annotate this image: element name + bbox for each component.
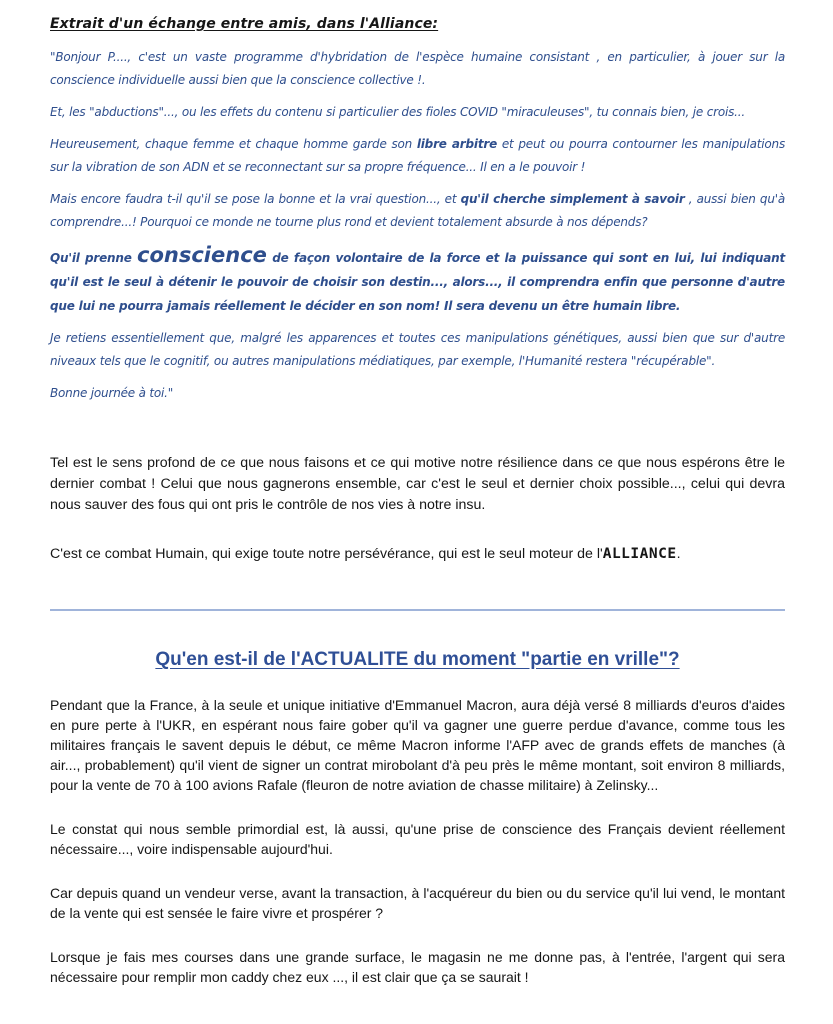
conclusion-section [50,453,785,565]
letter-paragraph-4-text: Mais encore faudra t-il qu'il se pose la bonne et la vrai question..., et [50,192,461,206]
letter-paragraph-4-text-end: , aussi bien qu'à comprendre...! Pourquoi ce monde ne tourne plus rond et devient totalement absurde à nos dépends? [50,192,785,229]
letter-paragraph-3 [50,133,785,179]
big-word-conscience: conscience [137,243,267,267]
letter-paragraph-3-text: Heureusement, chaque femme et chaque homme garde son [50,137,417,151]
bold-phrase-libre-arbitre: libre arbitre [416,137,498,151]
conclusion-paragraph-1: Tel est le sens profond de ce que nous faisons et ce qui motive notre résilience dans ce que nous espérons être le dernier combat ! Celui que nous gagnerons ensemble, car c'est le seul et dernier choix possible..., celui qui devra nous sauver des fous qui ont pris le contrôle de nos vies à notre insu. [50,455,785,513]
news-section [50,695,785,987]
letter-paragraph-3-text-end: et peut ou pourra contourner les manipulations sur la vibration de son ADN et se reconnectant sur sa propre fréquence... Il en a le pouvoir ! [50,137,785,174]
letter-paragraph-5-text: Qu'il prenne [50,251,138,265]
conclusion-paragraph-2 [50,544,785,565]
news-paragraph-2: Le constat qui nous semble primordial est, là aussi, qu'une prise de conscience des Français devient réellement nécessaire..., voire indispensable aujourd'hui. [50,821,785,857]
letter-paragraph-1: "Bonjour P...., c'est un vaste programme d'hybridation de l'espèce humaine consistant , en particulier, à jouer sur la conscience individuelle aussi bien que la conscience collective !. [50,50,785,87]
letter-paragraph-2: Et, les "abductions"..., ou les effets du contenu si particulier des fioles COVID "miraculeuses", tu connais bien, je crois... [50,105,746,119]
news-paragraph-3: Car depuis quand un vendeur verse, avant la transaction, à l'acquéreur du bien ou du service qu'il lui vend, le montant de la vente qui est sensée le faire vivre et prospérer ? [50,885,785,921]
news-paragraph-1: Pendant que la France, à la seule et unique initiative d'Emmanuel Macron, aura déjà versé 8 milliards d'euros d'aides en pure perte à l'UKR, en espérant nous faire gober qu'il va gagner une guerre perdue d'avance, comme tous les militaires français le savent depuis le début, ce même Macron informe l'AFP avec de grands effets de manches (à air..., probablement) qu'il vient de signer un contrat mirobolant d'à peu près le même montant, soit environ 8 milliards, pour la vente de 70 à 100 avions Rafale (fleuron de notre aviation de chasse militaire) à Zelinsky... [50,697,785,793]
letter-closing-line: Bonne journée à toi." [50,386,174,400]
conclusion-paragraph-2-text: C'est ce combat Humain, qui exige toute notre persévérance, qui est le seul moteur de l' [50,546,603,562]
section-divider [50,609,785,611]
conclusion-paragraph-2-period: . [676,546,681,562]
letter-title: Extrait d'un échange entre amis, dans l'Alliance: [50,16,439,32]
news-paragraph-4: Lorsque je fais mes courses dans une grande surface, le magasin ne me donne pas, à l'entrée, l'argent qui sera nécessaire pour remplir mon caddy chez eux ..., il est clair que ça se saurait ! [50,949,785,985]
letter-paragraph-5-text-end: de façon volontaire de la force et la puissance qui sont en lui, lui indiquant qu'il est le seul à détenir le pouvoir de choisir son destin..., alors..., il comprendra enfin que personne d'autre que lui ne pourra jamais réellement le décider en son nom! Il sera devenu un être humain libre. [50,251,785,313]
news-heading: Qu'en est-il de l'ACTUALITE du moment "partie en vrille"? [155,649,680,670]
letter-paragraph-4 [50,188,785,234]
letter-paragraph-5 [50,243,785,318]
alliance-wordmark: ALLIANCE [602,546,677,562]
letter-paragraph-6: Je retiens essentiellement que, malgré les apparences et toutes ces manipulations génétiques, aussi bien que sur d'autre niveaux tels que le cognitif, ou autres manipulations médiatiques, par exemple, l'Humanité restera "récupérable". [50,331,785,368]
bold-phrase-chercher-savoir: qu'il cherche simplement à savoir [460,192,685,206]
letter-excerpt-section [50,16,785,405]
